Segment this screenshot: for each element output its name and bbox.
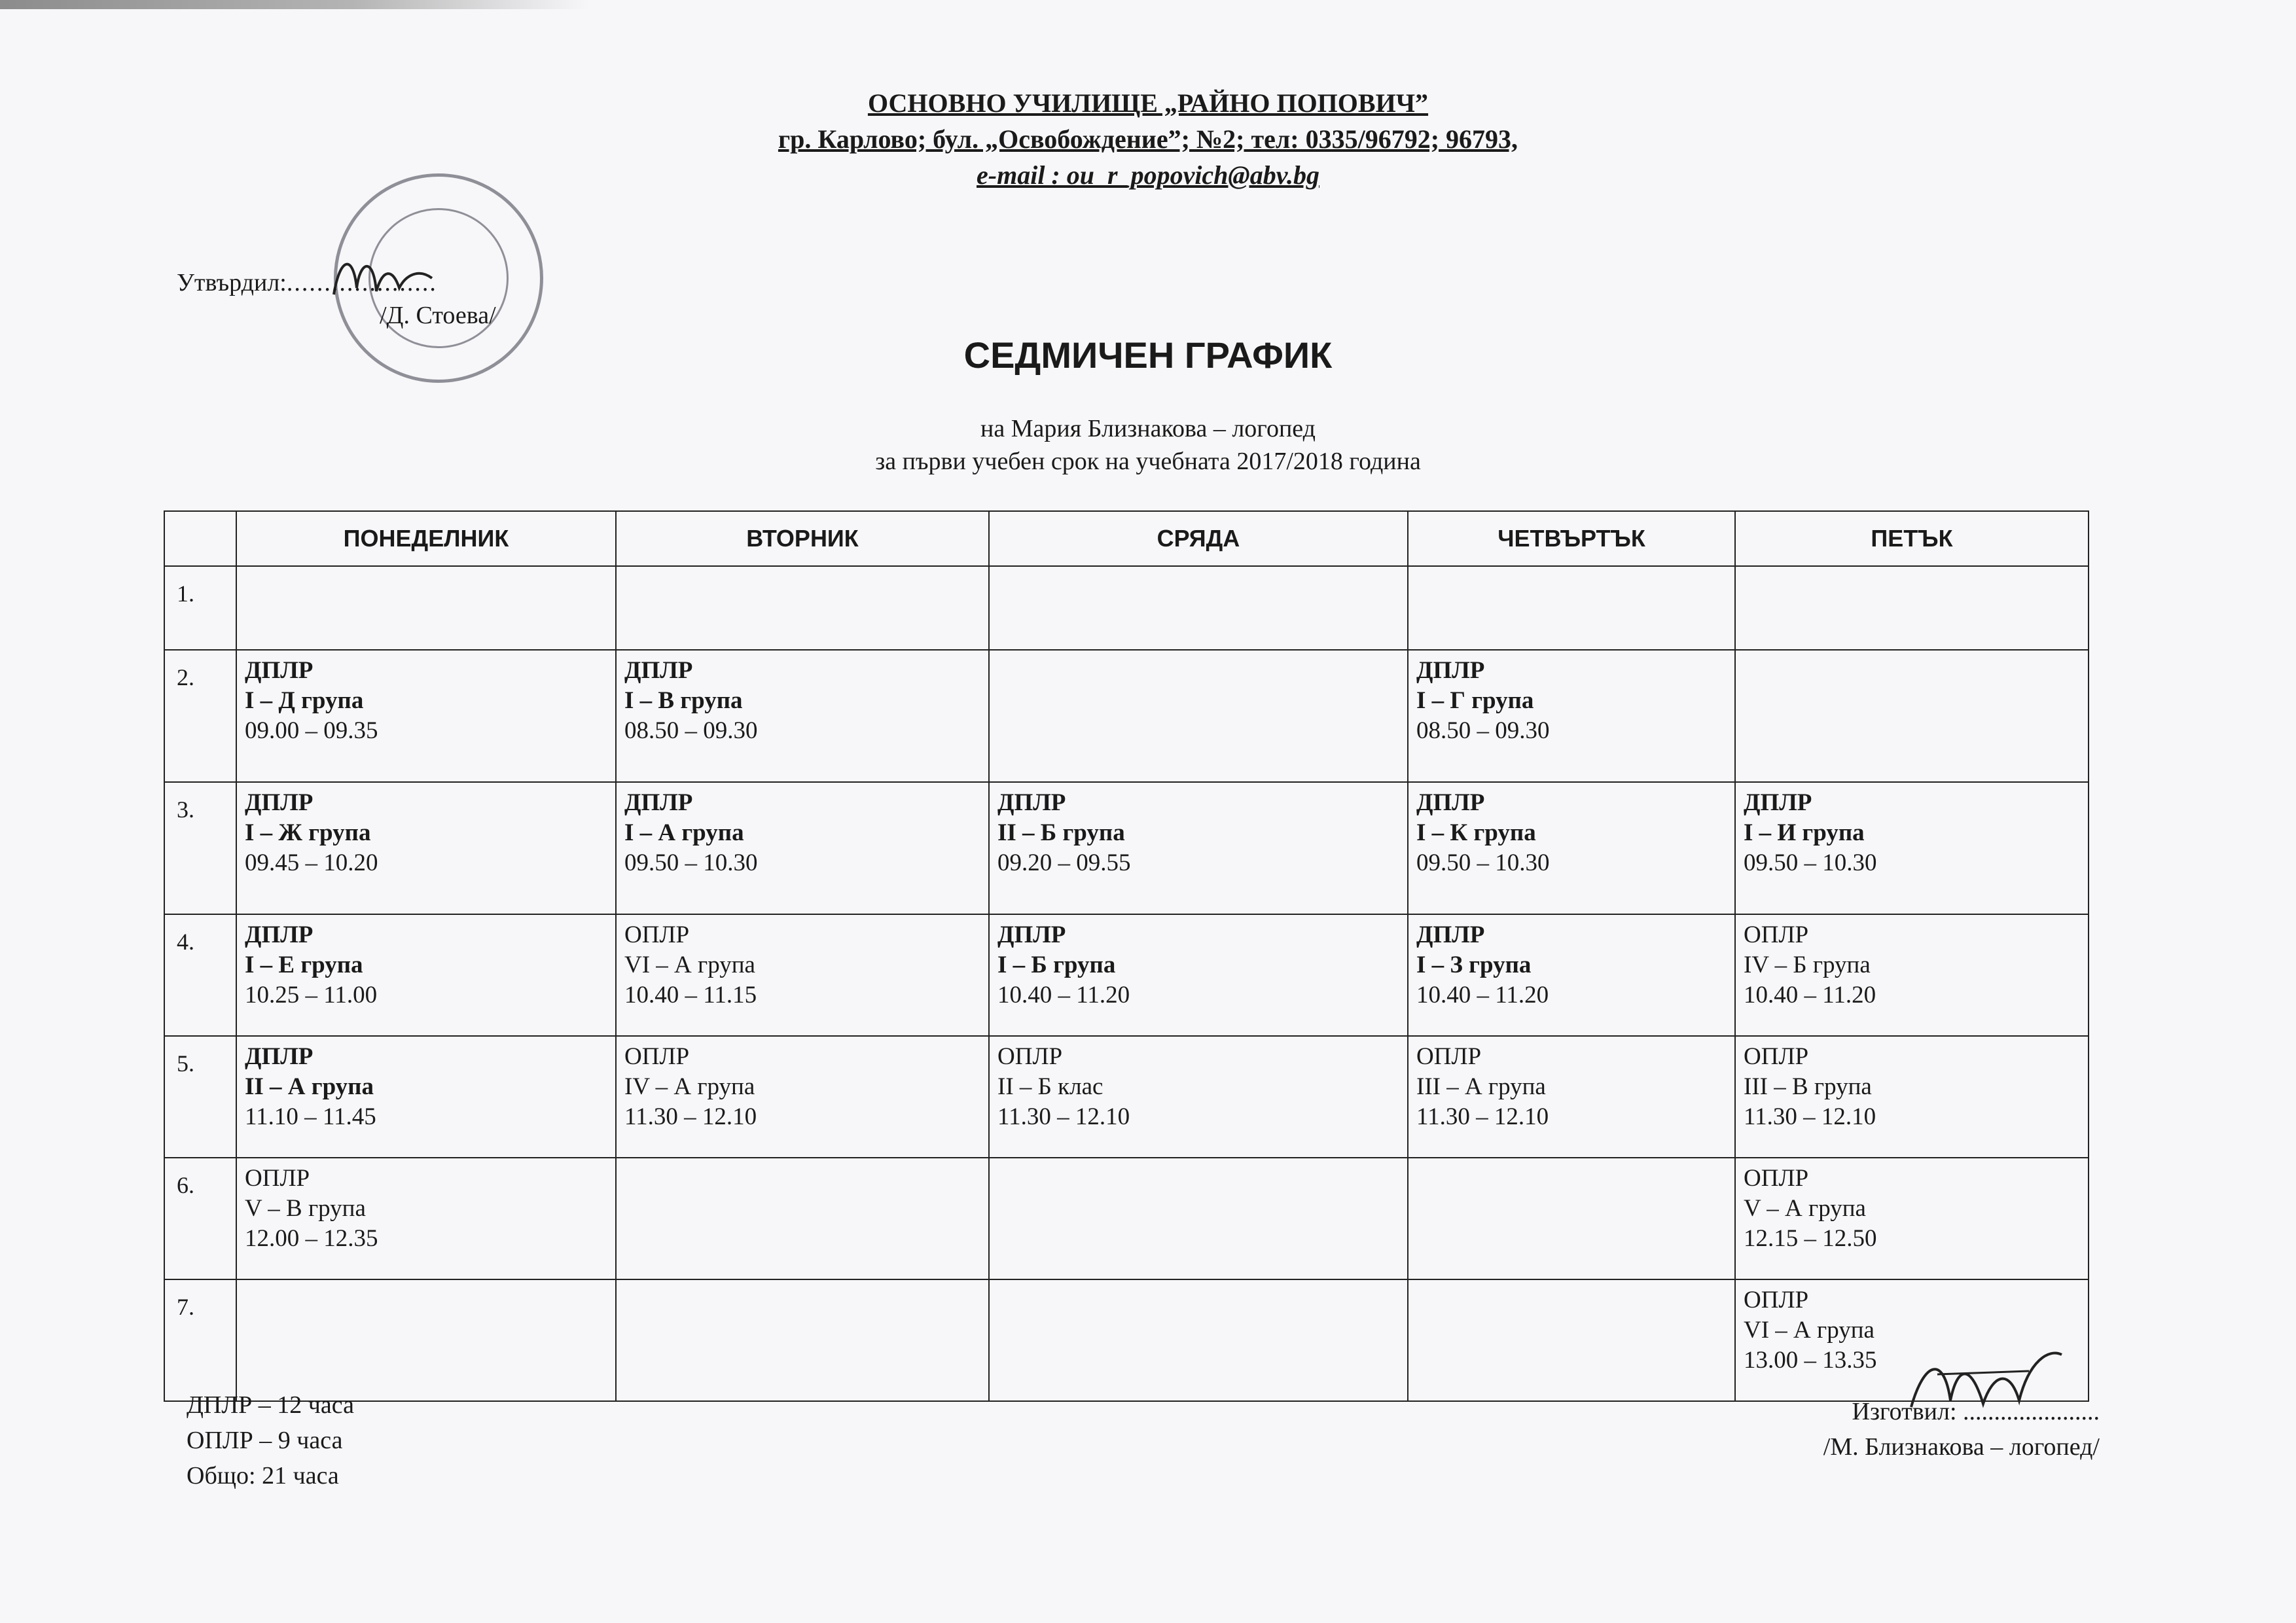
schedule-cell bbox=[236, 914, 616, 1036]
period-number: 1. bbox=[164, 566, 236, 650]
schedule-cell bbox=[1408, 782, 1735, 914]
period-number: 2. bbox=[164, 650, 236, 782]
table-row bbox=[164, 1158, 2089, 1279]
session-time: 10.25 – 11.00 bbox=[245, 982, 378, 1008]
schedule-cell bbox=[236, 650, 616, 782]
school-email: e-mail : ou_r_popovich@abv.bg bbox=[977, 160, 1319, 190]
school-name: ОСНОВНО УЧИЛИЩЕ „РАЙНО ПОПОВИЧ” bbox=[867, 88, 1429, 118]
session-type: ДПЛР bbox=[1744, 789, 1812, 816]
session-group: I – Г група bbox=[1416, 687, 1534, 714]
session-type: ДПЛР bbox=[245, 1043, 314, 1070]
session-type: ОПЛР bbox=[1744, 1165, 1809, 1192]
schedule-cell bbox=[236, 1279, 616, 1401]
session-time: 10.40 – 11.20 bbox=[1744, 982, 1876, 1008]
session-group: III – А група bbox=[1416, 1073, 1546, 1100]
subtitle-line-2: за първи учебен срок на учебната 2017/2018 година bbox=[875, 448, 1421, 475]
session-group: I – Д група bbox=[245, 687, 364, 714]
session-group: I – Ж група bbox=[245, 819, 371, 846]
period-number: 6. bbox=[164, 1158, 236, 1279]
header-day: ПЕТЪК bbox=[1735, 511, 2089, 566]
schedule-cell bbox=[616, 914, 989, 1036]
period-number: 5. bbox=[164, 1036, 236, 1158]
session-entry bbox=[1416, 920, 1727, 1010]
schedule-cell bbox=[1735, 782, 2089, 914]
session-entry bbox=[245, 788, 607, 878]
session-time: 09.50 – 10.30 bbox=[1744, 849, 1877, 876]
session-time: 11.30 – 12.10 bbox=[1744, 1103, 1876, 1130]
session-time: 09.45 – 10.20 bbox=[245, 849, 378, 876]
period-number: 7. bbox=[164, 1279, 236, 1401]
schedule-cell bbox=[236, 782, 616, 914]
session-time: 11.30 – 12.10 bbox=[997, 1103, 1130, 1130]
prepared-name: /М. Близнакова – логопед/ bbox=[1823, 1433, 2100, 1461]
header-num bbox=[164, 511, 236, 566]
session-type: ОПЛР bbox=[1744, 1287, 1809, 1313]
summary-line: ОПЛР – 9 часа bbox=[187, 1427, 343, 1454]
session-time: 08.50 – 09.30 bbox=[624, 717, 758, 744]
session-entry bbox=[1416, 656, 1727, 746]
schedule-cell bbox=[1735, 914, 2089, 1036]
session-type: ОПЛР bbox=[624, 921, 690, 948]
session-group: I – Б група bbox=[997, 952, 1116, 978]
session-entry bbox=[1744, 788, 2080, 878]
header-day: ЧЕТВЪРТЪК bbox=[1408, 511, 1735, 566]
schedule-cell bbox=[236, 1158, 616, 1279]
schedule-cell bbox=[616, 782, 989, 914]
schedule-cell bbox=[989, 782, 1408, 914]
session-time: 10.40 – 11.20 bbox=[997, 982, 1130, 1008]
session-entry bbox=[1744, 1042, 2080, 1132]
summary-line: ДПЛР – 12 часа bbox=[187, 1391, 354, 1419]
table-row bbox=[164, 650, 2089, 782]
session-type: ДПЛР bbox=[1416, 921, 1485, 948]
table-row bbox=[164, 782, 2089, 914]
session-group: II – Б клас bbox=[997, 1073, 1103, 1100]
session-type: ДПЛР bbox=[245, 789, 314, 816]
session-time: 10.40 – 11.15 bbox=[624, 982, 757, 1008]
session-entry bbox=[997, 788, 1399, 878]
table-row bbox=[164, 914, 2089, 1036]
session-group: I – И група bbox=[1744, 819, 1865, 846]
schedule-cell bbox=[616, 566, 989, 650]
session-group: II – Б група bbox=[997, 819, 1125, 846]
schedule-cell bbox=[989, 566, 1408, 650]
schedule-cell bbox=[1408, 566, 1735, 650]
session-type: ОПЛР bbox=[624, 1043, 690, 1070]
session-group: IV – А група bbox=[624, 1073, 755, 1100]
schedule-cell bbox=[1408, 650, 1735, 782]
session-time: 13.00 – 13.35 bbox=[1744, 1347, 1877, 1374]
approval-name: /Д. Стоева/ bbox=[380, 302, 496, 329]
schedule-cell bbox=[989, 914, 1408, 1036]
session-group: VI – А група bbox=[624, 952, 755, 978]
session-group: II – А група bbox=[245, 1073, 374, 1100]
prepared-by bbox=[1823, 1394, 2100, 1465]
session-type: ОПЛР bbox=[245, 1165, 310, 1192]
session-group: I – В група bbox=[624, 687, 743, 714]
schedule-cell bbox=[236, 566, 616, 650]
header-day: ПОНЕДЕЛНИК bbox=[236, 511, 616, 566]
session-entry bbox=[245, 1164, 607, 1254]
schedule-cell bbox=[616, 650, 989, 782]
session-group: I – Е група bbox=[245, 952, 363, 978]
session-time: 12.00 – 12.35 bbox=[245, 1225, 378, 1252]
page-title: СЕДМИЧЕН ГРАФИК bbox=[963, 334, 1333, 376]
schedule-cell bbox=[989, 650, 1408, 782]
session-type: ДПЛР bbox=[997, 789, 1066, 816]
session-type: ДПЛР bbox=[997, 921, 1066, 948]
session-time: 11.10 – 11.45 bbox=[245, 1103, 376, 1130]
session-entry bbox=[1744, 920, 2080, 1010]
schedule-cell bbox=[1735, 1158, 2089, 1279]
session-type: ОПЛР bbox=[1744, 921, 1809, 948]
session-entry bbox=[1416, 788, 1727, 878]
session-entry bbox=[1744, 1164, 2080, 1254]
session-time: 09.00 – 09.35 bbox=[245, 717, 378, 744]
session-time: 11.30 – 12.10 bbox=[1416, 1103, 1549, 1130]
session-group: I – К група bbox=[1416, 819, 1536, 846]
table-header-row bbox=[164, 511, 2089, 566]
session-type: ДПЛР bbox=[624, 657, 693, 684]
session-entry bbox=[997, 920, 1399, 1010]
schedule-cell bbox=[1408, 1158, 1735, 1279]
session-type: ДПЛР bbox=[245, 657, 314, 684]
schedule-cell bbox=[1408, 1279, 1735, 1401]
session-entry bbox=[624, 656, 980, 746]
approval-dots: .................... bbox=[286, 269, 437, 296]
schedule-cell bbox=[1408, 1036, 1735, 1158]
hours-summary bbox=[187, 1387, 354, 1493]
session-entry bbox=[624, 920, 980, 1010]
session-time: 09.50 – 10.30 bbox=[624, 849, 758, 876]
session-group: I – З група bbox=[1416, 952, 1532, 978]
scan-edge bbox=[0, 0, 589, 9]
session-time: 11.30 – 12.10 bbox=[624, 1103, 757, 1130]
schedule-cell bbox=[616, 1158, 989, 1279]
session-entry bbox=[245, 656, 607, 746]
session-entry bbox=[245, 1042, 607, 1132]
session-type: ОПЛР bbox=[997, 1043, 1063, 1070]
schedule-cell bbox=[1735, 650, 2089, 782]
schedule-cell bbox=[1408, 914, 1735, 1036]
session-entry bbox=[1416, 1042, 1727, 1132]
session-time: 09.50 – 10.30 bbox=[1416, 849, 1550, 876]
schedule-cell bbox=[1735, 1036, 2089, 1158]
session-group: V – В група bbox=[245, 1195, 366, 1222]
schedule-cell bbox=[1735, 566, 2089, 650]
subtitle-line-1: на Мария Близнакова – логопед bbox=[980, 415, 1316, 442]
session-entry bbox=[624, 788, 980, 878]
schedule-cell bbox=[989, 1036, 1408, 1158]
schedule-cell bbox=[989, 1279, 1408, 1401]
session-group: I – А група bbox=[624, 819, 744, 846]
session-type: ОПЛР bbox=[1744, 1043, 1809, 1070]
session-group: VI – А група bbox=[1744, 1317, 1874, 1344]
session-type: ДПЛР bbox=[1416, 789, 1485, 816]
schedule-cell bbox=[236, 1036, 616, 1158]
approval-label: Утвърдил: bbox=[177, 269, 287, 296]
schedule-cell bbox=[616, 1279, 989, 1401]
session-time: 09.20 – 09.55 bbox=[997, 849, 1131, 876]
period-number: 4. bbox=[164, 914, 236, 1036]
table-row bbox=[164, 1279, 2089, 1401]
school-header bbox=[0, 85, 2296, 193]
table-row bbox=[164, 1036, 2089, 1158]
table-row bbox=[164, 566, 2089, 650]
session-type: ДПЛР bbox=[1416, 657, 1485, 684]
school-address: гр. Карлово; бул. „Освобождение”; №2; тел: 0335/96792; 96793, bbox=[778, 124, 1518, 154]
session-time: 10.40 – 11.20 bbox=[1416, 982, 1549, 1008]
prepared-label: Изготвил: ...................... bbox=[1852, 1398, 2100, 1425]
session-entry bbox=[997, 1042, 1399, 1132]
schedule-cell bbox=[616, 1036, 989, 1158]
page-subtitle bbox=[0, 412, 2296, 478]
schedule-table bbox=[164, 510, 2089, 1402]
approval-line bbox=[177, 268, 437, 297]
session-group: V – А група bbox=[1744, 1195, 1866, 1222]
session-time: 08.50 – 09.30 bbox=[1416, 717, 1550, 744]
session-time: 12.15 – 12.50 bbox=[1744, 1225, 1877, 1252]
session-entry bbox=[624, 1042, 980, 1132]
session-entry bbox=[245, 920, 607, 1010]
session-group: IV – Б група bbox=[1744, 952, 1871, 978]
session-type: ОПЛР bbox=[1416, 1043, 1482, 1070]
period-number: 3. bbox=[164, 782, 236, 914]
session-group: III – В група bbox=[1744, 1073, 1872, 1100]
session-type: ДПЛР bbox=[245, 921, 314, 948]
schedule-cell bbox=[989, 1158, 1408, 1279]
header-day: СРЯДА bbox=[989, 511, 1408, 566]
session-type: ДПЛР bbox=[624, 789, 693, 816]
summary-line: Общо: 21 часа bbox=[187, 1462, 339, 1489]
header-day: ВТОРНИК bbox=[616, 511, 989, 566]
